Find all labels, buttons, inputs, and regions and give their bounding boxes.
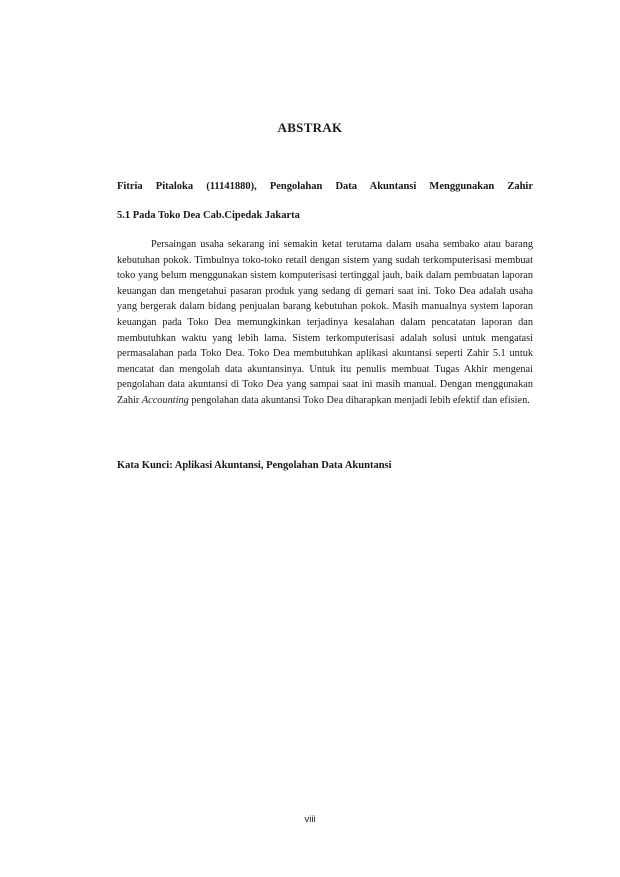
abstract-paragraph [117, 237, 533, 409]
keywords-line: Kata Kunci: Aplikasi Akuntansi, Pengolahan Data Akuntansi [117, 460, 392, 471]
author-title-line-2: 5.1 Pada Toko Dea Cab.Cipedak Jakarta [117, 210, 300, 221]
abstract-italic-term: Accounting [141, 394, 189, 406]
page-number: viii [304, 814, 316, 825]
abstract-text-part-1: Persaingan usaha sekarang ini semakin ketat terutama dalam usaha sembako atau barang kebutuhan pokok. Timbulnya toko-toko retail dengan sistem yang sudah terkomputerisasi membuat toko yang belum menggunakan sistem komputerisasi tertinggal jauh, baik dalam pembuatan laporan keuangan dan mengetahui pasaran produk yang sedang di gemari saat ini. Toko Dea adalah usaha yang bergerak dalam bidang penjualan barang kebutuhan pokok. Masih manualnya system laporan keuangan pada Toko Dea memungkinkan terjadinya kesalahan dalam pencatatan laporan dan membutuhkan waktu yang lebih lama. Sistem terkomputerisasi adalah solusi untuk mengatasi permasalahan pada Toko Dea. Toko Dea membutuhkan aplikasi akuntansi seperti Zahir 5.1 untuk mencatat dan mengolah data akuntansinya. Untuk itu penulis membuat Tugas Akhir mengenai pengolahan data akuntansi di Toko Dea yang sampai saat ini masih manual. Dengan menggunakan Zahir [117, 239, 533, 406]
author-title-line-1: Fitria Pitaloka (11141880), Pengolahan Data Akuntansi Menggunakan Zahir [117, 181, 533, 192]
page-title: ABSTRAK [277, 120, 343, 135]
abstract-text-part-2: pengolahan data akuntansi Toko Dea diharapkan menjadi lebih efektif dan efisien. [188, 394, 530, 406]
